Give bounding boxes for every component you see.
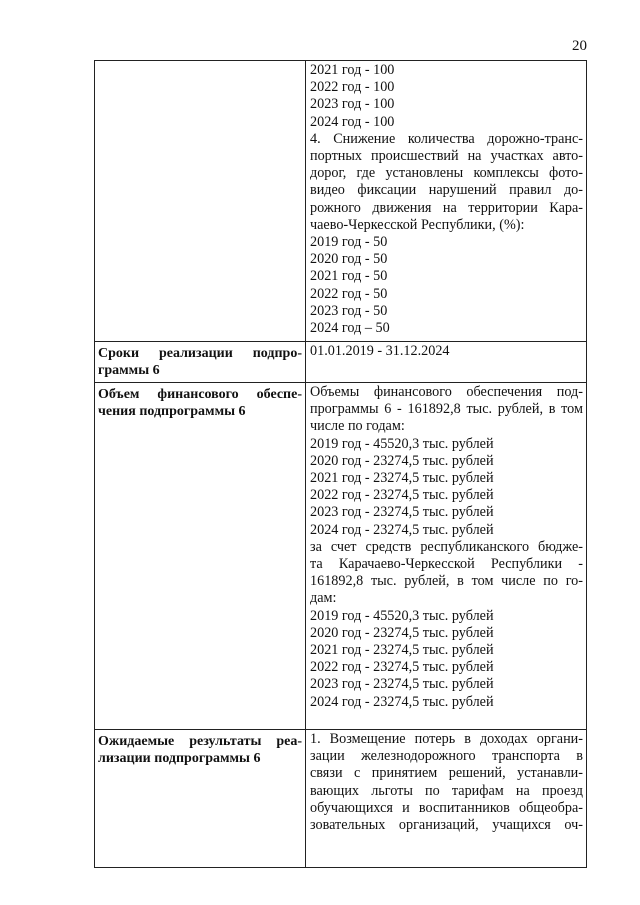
row-label: Объем финансового обеспе-чения подпрограммы 6 <box>98 387 302 419</box>
value-line: 2024 год – 50 <box>310 320 390 337</box>
value-line: 2019 год - 50 <box>310 234 388 251</box>
value-line: видео фиксации нарушений правил до- <box>310 182 583 199</box>
value-line: 2023 год - 23274,5 тыс. рублей <box>310 676 494 693</box>
value-line: 2024 год - 23274,5 тыс. рублей <box>310 521 494 538</box>
table-row-funding-volume <box>95 383 587 730</box>
table-row-implementation-period <box>95 342 587 383</box>
page-number: 20 <box>572 38 587 54</box>
row-label: Ожидаемые результаты реа-лизации подпрограммы 6 <box>98 734 302 766</box>
value-line: 2019 год - 45520,3 тыс. рублей <box>310 607 494 624</box>
value-line: 4. Снижение количества дорожно-транс- <box>310 130 583 147</box>
value-line: портных происшествий на участках авто- <box>310 148 583 165</box>
value-line: 2023 год - 50 <box>310 302 388 319</box>
row-label-cell <box>95 383 306 730</box>
value-line: 2019 год - 45520,3 тыс. рублей <box>310 435 494 452</box>
value-line: 2024 год - 23274,5 тыс. рублей <box>310 693 494 710</box>
value-line: 2022 год - 23274,5 тыс. рублей <box>310 487 494 504</box>
value-line: чаево-Черкесской Республики, (%): <box>310 216 525 233</box>
row-value-cell <box>306 383 587 730</box>
value-line: связи с принятием решений, устанавли- <box>310 765 583 782</box>
value-line: 2020 год - 23274,5 тыс. рублей <box>310 452 494 469</box>
value-line: зации железнодорожного транспорта в <box>310 748 583 765</box>
row-value-cell <box>306 61 587 342</box>
value-line: зовательных организаций, учащихся оч- <box>310 817 583 834</box>
value-line: 2021 год - 23274,5 тыс. рублей <box>310 642 494 659</box>
value-line: 2020 год - 50 <box>310 251 388 268</box>
row-label-cell <box>95 61 306 342</box>
value-line: 2023 год - 23274,5 тыс. рублей <box>310 504 494 521</box>
row-value-cell <box>306 342 587 383</box>
value-line: 2021 год - 50 <box>310 268 388 285</box>
value-line: обучающихся и воспитанников общеобра- <box>310 799 583 816</box>
row-label-cell <box>95 342 306 383</box>
value-line: вающих льготы по тарифам на проезд <box>310 782 583 799</box>
value-line: программы 6 - 161892,8 тыс. рублей, в том <box>310 401 583 418</box>
value-line: 2023 год - 100 <box>310 96 395 113</box>
row-label: Сроки реализации подпро-граммы 6 <box>98 346 302 378</box>
value-line: 2022 год - 23274,5 тыс. рублей <box>310 659 494 676</box>
value-line: 1. Возмещение потерь в доходах органи- <box>310 731 583 747</box>
value-line: за счет средств республиканского бюдже- <box>310 538 583 555</box>
value-line: 2021 год - 23274,5 тыс. рублей <box>310 470 494 487</box>
value-line: 2020 год - 23274,5 тыс. рублей <box>310 624 494 641</box>
value-line: рожного движения на территории Кара- <box>310 199 583 216</box>
row-label-cell <box>95 730 306 868</box>
value-line: 01.01.2019 - 31.12.2024 <box>310 343 450 359</box>
table-row-expected-results <box>95 730 587 868</box>
value-line: 2024 год - 100 <box>310 113 395 130</box>
value-line: 2021 год - 100 <box>310 62 395 78</box>
value-line: 2022 год - 50 <box>310 285 388 302</box>
value-line: дам: <box>310 590 337 607</box>
row-value-cell <box>306 730 587 868</box>
value-line: 161892,8 тыс. рублей, в том числе по го- <box>310 573 583 590</box>
value-line: Объемы финансового обеспечения под- <box>310 384 583 400</box>
value-line: числе по годам: <box>310 418 405 435</box>
value-line: дорог, где установлены комплексы фото- <box>310 165 583 182</box>
subprogram-passport-table <box>94 60 587 868</box>
value-line: та Карачаево-Черкесской Республики - <box>310 556 583 573</box>
value-line: 2022 год - 100 <box>310 79 395 96</box>
table-row-targets-continued <box>95 61 587 342</box>
